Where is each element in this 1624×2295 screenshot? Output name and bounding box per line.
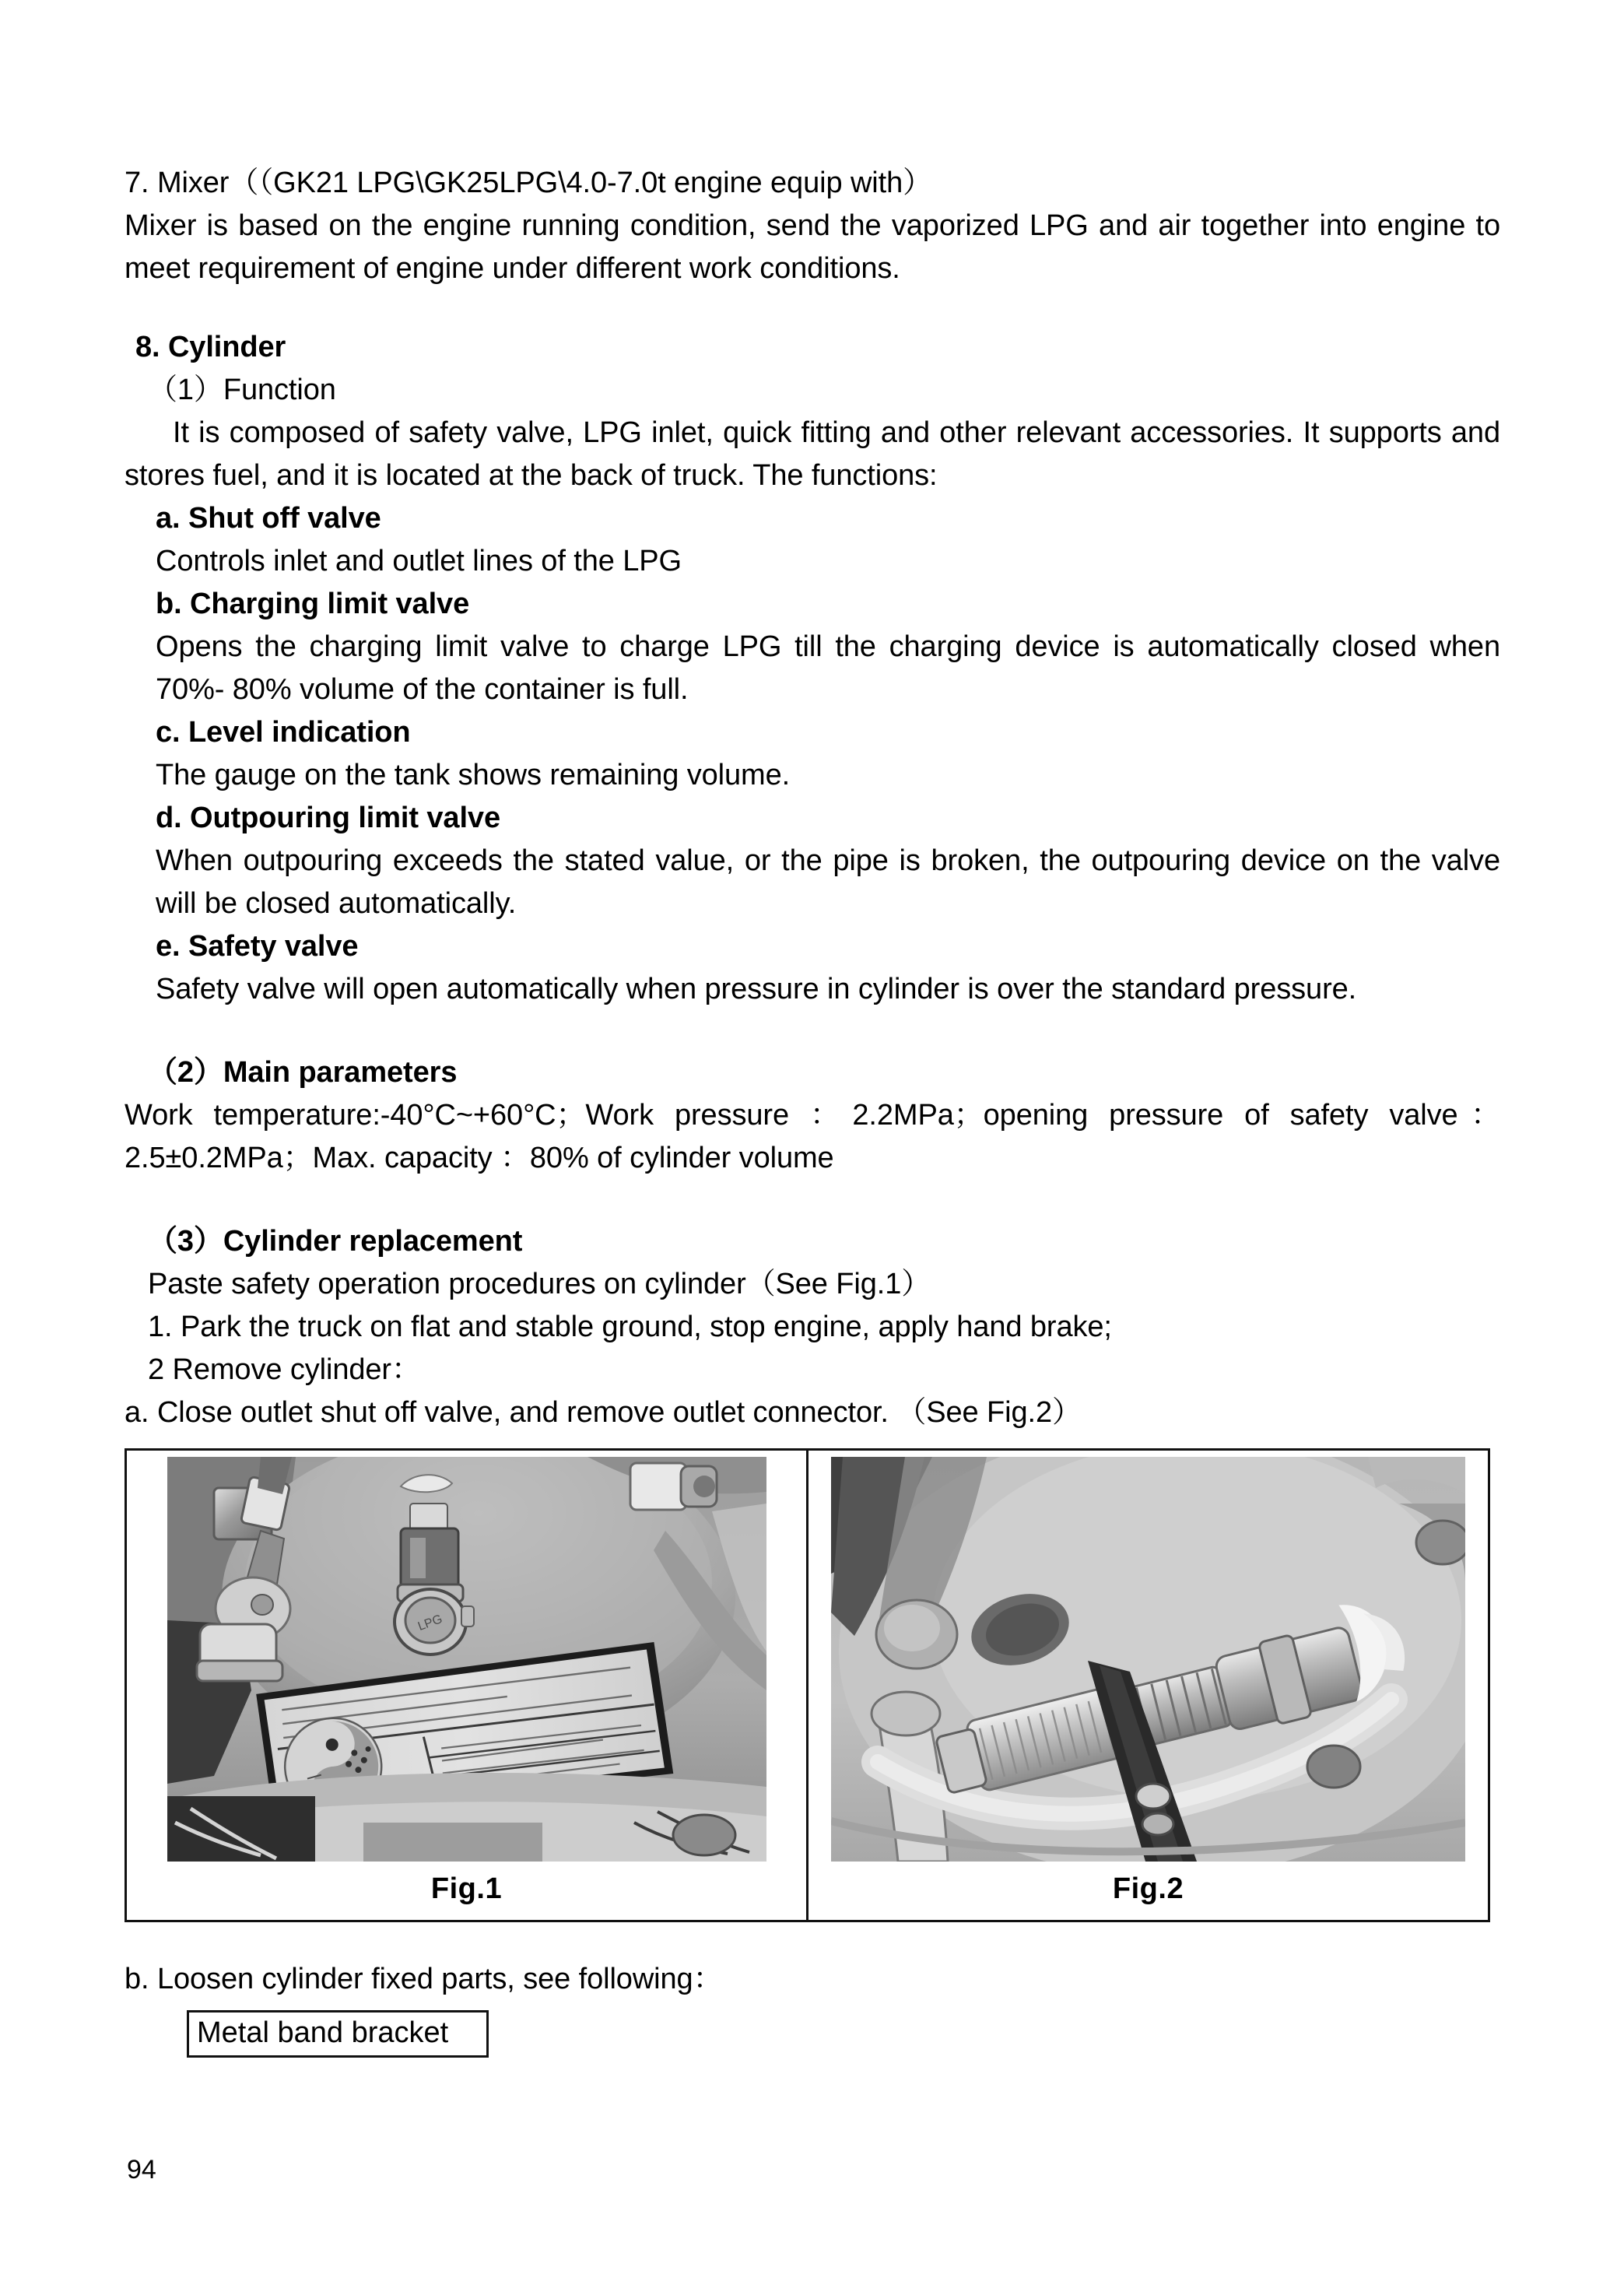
svg-text:LPG: LPG [416,1612,444,1634]
figure-1-caption: Fig.1 [430,1872,503,1905]
spacer [125,1011,1500,1051]
spacer [125,1180,1500,1220]
section-cylinder-heading: 8. Cylinder [135,331,286,363]
page-content [125,162,1500,2058]
figure-1-image [167,1457,766,1862]
figure-2-image [831,1457,1465,1862]
item-c-text: The gauge on the tank shows remaining volume. [156,759,791,791]
replacement-step-2a: a. Close outlet shut off valve, and remove outlet connector. （See Fig.2） [125,1396,1082,1429]
replacement-step-1: 1. Park the truck on flat and stable ground, stop engine, apply hand brake; [148,1311,1112,1343]
spacer [125,1922,1500,1958]
item-a-text: Controls inlet and outlet lines of the LPG [156,545,682,577]
subsection-main-parameters-heading: （2）Main parameters [148,1056,458,1089]
item-b-text: Opens the charging limit valve to charge LPG till the charging device is automatically closed when 70%- 80% volume of the container is full. [156,630,1500,706]
subsection-function-body: It is composed of safety valve, LPG inlet, quick fitting and other relevant accessories. It supports and stores fuel, and it is located at the back of truck. The functions: [125,416,1500,492]
figure-2-wrapper [808,1451,1488,1920]
spacer [125,290,1500,326]
item-a-title: a. Shut off valve [156,502,381,535]
figure-cell-1 [126,1450,808,1921]
figure-cell-2 [808,1450,1489,1921]
subsection-cylinder-replacement-heading: （3）Cylinder replacement [148,1225,523,1258]
table-row [126,1450,1489,1921]
replacement-step-2: 2 Remove cylinder： [148,1353,421,1386]
item-e-text: Safety valve will open automatically when pressure in cylinder is over the standard pressure. [156,973,1357,1005]
subsection-main-parameters-body: Work temperature:-40°C~+60°C；Work pressure ：2.2MPa；opening pressure of safety valve：2.5±0.2MPa；Max. capacity ：80% of cylinder volume [125,1099,1500,1174]
section-mixer-heading: 7. Mixer（（GK21 LPG\GK25LPG\4.0-7.0t engine equip with） [125,167,933,199]
figure-table [125,1448,1490,1922]
figure-2-caption: Fig.2 [1112,1872,1184,1905]
after-figure-line: b. Loosen cylinder fixed parts, see following： [125,1963,723,1995]
item-e-title: e. Safety valve [156,930,359,963]
section-mixer-body: Mixer is based on the engine running condition, send the vaporized LPG and air together into engine to meet requirement of engine under different work conditions. [125,209,1500,285]
item-c-title: c. Level indication [156,716,411,749]
item-d-text: When outpouring exceeds the stated value, or the pipe is broken, the outpouring device on the valve will be closed automatically. [156,844,1500,920]
item-b-title: b. Charging limit valve [156,588,470,620]
item-d-title: d. Outpouring limit valve [156,802,500,834]
replacement-line-paste: Paste safety operation procedures on cylinder（See Fig.1） [148,1268,931,1300]
page-number: 94 [127,2155,156,2184]
subsection-function-heading: （1）Function [148,374,336,406]
callout-metal-band-bracket: Metal band bracket [187,2010,489,2058]
figure-1-wrapper [127,1451,806,1920]
